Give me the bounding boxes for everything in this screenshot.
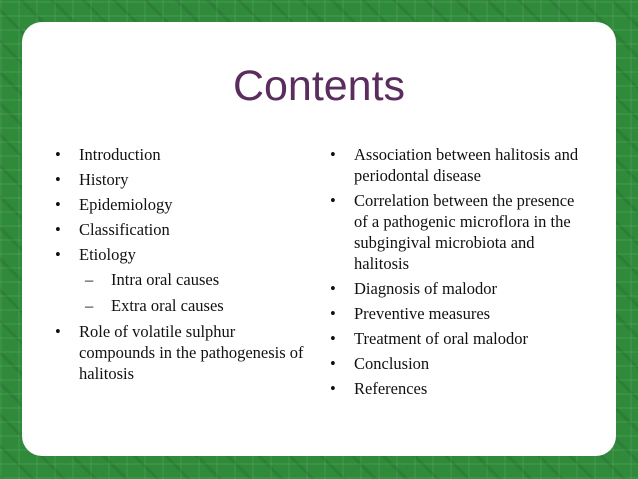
list-item-text: Diagnosis of malodor <box>354 279 497 298</box>
bullet-icon: • <box>330 145 336 164</box>
list-item <box>55 219 310 240</box>
list-item <box>330 303 590 324</box>
sub-list-item <box>55 269 310 290</box>
bullet-icon: • <box>330 329 336 348</box>
list-item-text: Intra oral causes <box>111 270 220 289</box>
bullet-icon: • <box>55 195 61 214</box>
list-item-text: Epidemiology <box>79 195 173 214</box>
list-item <box>55 144 310 165</box>
bullet-icon: • <box>330 354 336 373</box>
right-bullet-list <box>330 144 590 403</box>
bullet-icon: • <box>55 220 61 239</box>
list-item <box>330 353 590 374</box>
list-item <box>55 321 310 384</box>
bullet-icon: • <box>330 191 336 210</box>
list-item <box>55 194 310 215</box>
bullet-icon: • <box>330 279 336 298</box>
bullet-icon: • <box>330 379 336 398</box>
list-item-text: Preventive measures <box>354 304 491 323</box>
bullet-icon: • <box>55 145 61 164</box>
list-item <box>330 378 590 399</box>
bullet-icon: • <box>55 322 61 341</box>
list-item-text: Correlation between the presence of a pathogenic microflora in the subgingival microbiota and halitosis <box>354 191 575 273</box>
left-bullet-list <box>55 144 310 388</box>
list-item <box>330 144 590 186</box>
list-item <box>55 244 310 265</box>
list-item <box>330 328 590 349</box>
bullet-icon: • <box>330 304 336 323</box>
dash-icon: – <box>85 270 94 289</box>
list-item-text: Role of volatile sulphur compounds in the pathogenesis of halitosis <box>79 322 304 383</box>
list-item-text: Association between halitosis and periodontal disease <box>354 145 579 185</box>
sub-list-item <box>55 295 310 316</box>
list-item <box>330 278 590 299</box>
list-item <box>55 169 310 190</box>
list-item-text: References <box>354 379 428 398</box>
list-item-text: Introduction <box>79 145 161 164</box>
list-item-text: Treatment of oral malodor <box>354 329 528 348</box>
list-item-text: History <box>79 170 129 189</box>
list-item-text: Extra oral causes <box>111 296 224 315</box>
bullet-icon: • <box>55 170 61 189</box>
list-item-text: Classification <box>79 220 170 239</box>
dash-icon: – <box>85 296 94 315</box>
list-item <box>330 190 590 274</box>
slide-title: Contents <box>232 62 406 110</box>
list-item-text: Etiology <box>79 245 136 264</box>
list-item-text: Conclusion <box>354 354 430 373</box>
bullet-icon: • <box>55 245 61 264</box>
